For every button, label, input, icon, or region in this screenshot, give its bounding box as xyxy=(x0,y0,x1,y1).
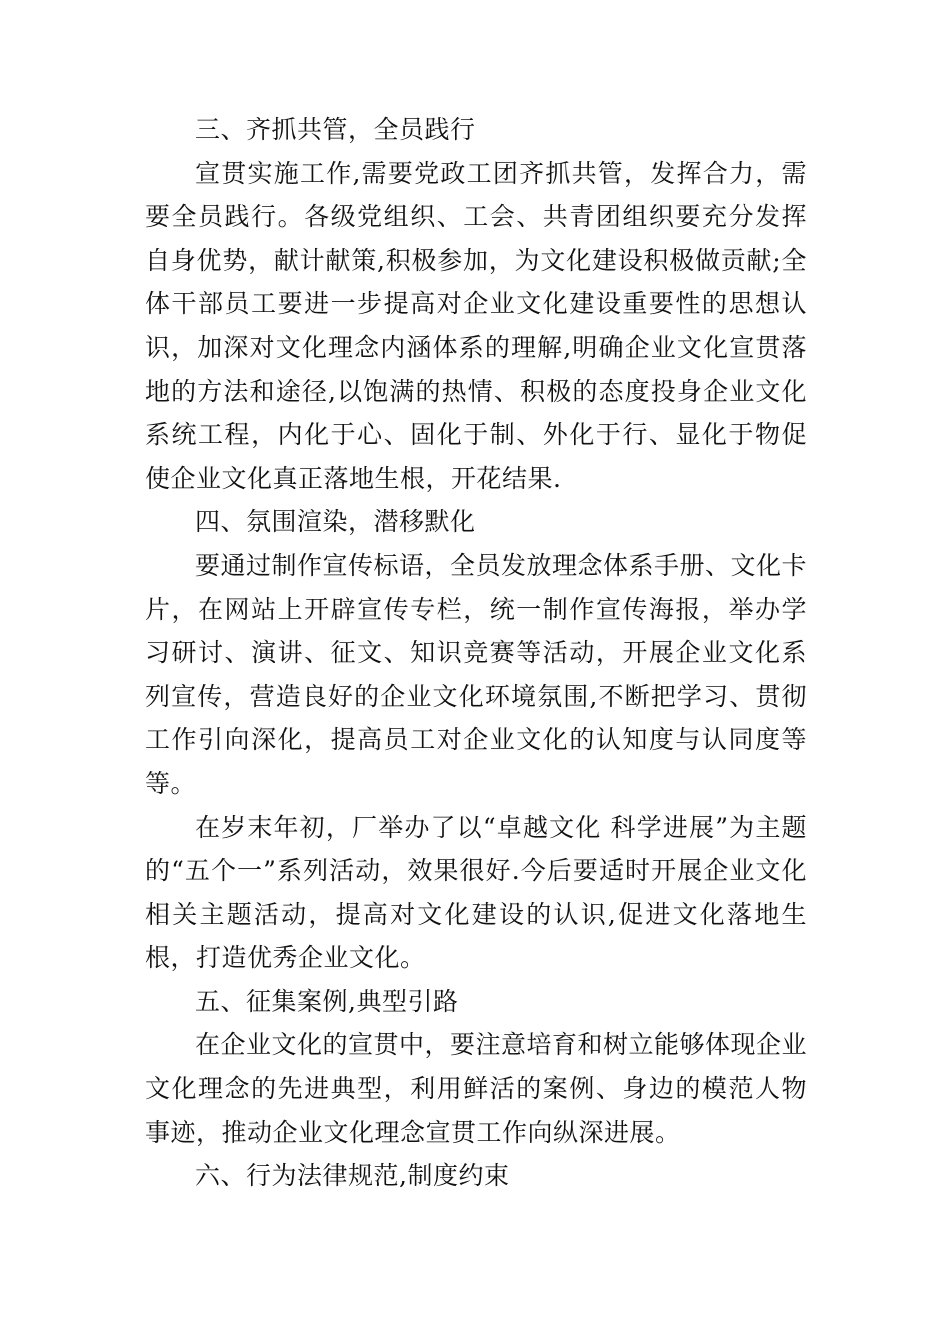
paragraph: 在岁末年初，厂举办了以“卓越文化 科学进展”为主题的“五个一”系列活动，效果很好.今后要适时开展企业文化相关主题活动，提高对文化建设的认识,促进文化落地生根，打造优秀企业文化。 xyxy=(145,812,807,973)
section-3 xyxy=(145,108,807,500)
section-6 xyxy=(145,1154,807,1198)
section-heading: 六、行为法律规范,制度约束 xyxy=(195,1161,510,1191)
paragraph: 在企业文化的宣贯中，要注意培育和树立能够体现企业文化理念的先进典型，利用鲜活的案例、身边的模范人物事迹，推动企业文化理念宣贯工作向纵深进展。 xyxy=(145,1030,808,1147)
section-heading: 四、氛围渲染，潜移默化 xyxy=(195,507,476,537)
section-4 xyxy=(145,500,807,980)
section-5 xyxy=(145,980,807,1154)
section-heading: 三、齐抓共管，全员践行 xyxy=(195,115,476,144)
paragraph: 要通过制作宣传标语，全员发放理念体系手册、文化卡片，在网站上开辟宣传专栏，统一制作宣传海报，举办学习研讨、演讲、征文、知识竞赛等活动，开展企业文化系列宣传，营造良好的企业文化环境氛围,不断把学习、贯彻工作引向深化，提高员工对企业文化的认知度与认同度等等。 xyxy=(145,550,808,798)
paragraph: 宣贯实施工作,需要党政工团齐抓共管，发挥合力，需要全员践行。各级党组织、工会、共青团组织要充分发挥自身优势，献计献策,积极参加，为文化建设积极做贡献;全体干部员工要进一步提高对企业文化建设重要性的思想认识，加深对文化理念内涵体系的理解,明确企业文化宣贯落地的方法和途径,以饱满的热情、积极的态度投身企业文化系统工程，内化于心、固化于制、外化于行、显化于物促使企业文化真正落地生根，开花结果. xyxy=(145,158,807,493)
section-heading: 五、征集案例,典型引路 xyxy=(195,986,459,1016)
document-page xyxy=(145,108,807,1198)
